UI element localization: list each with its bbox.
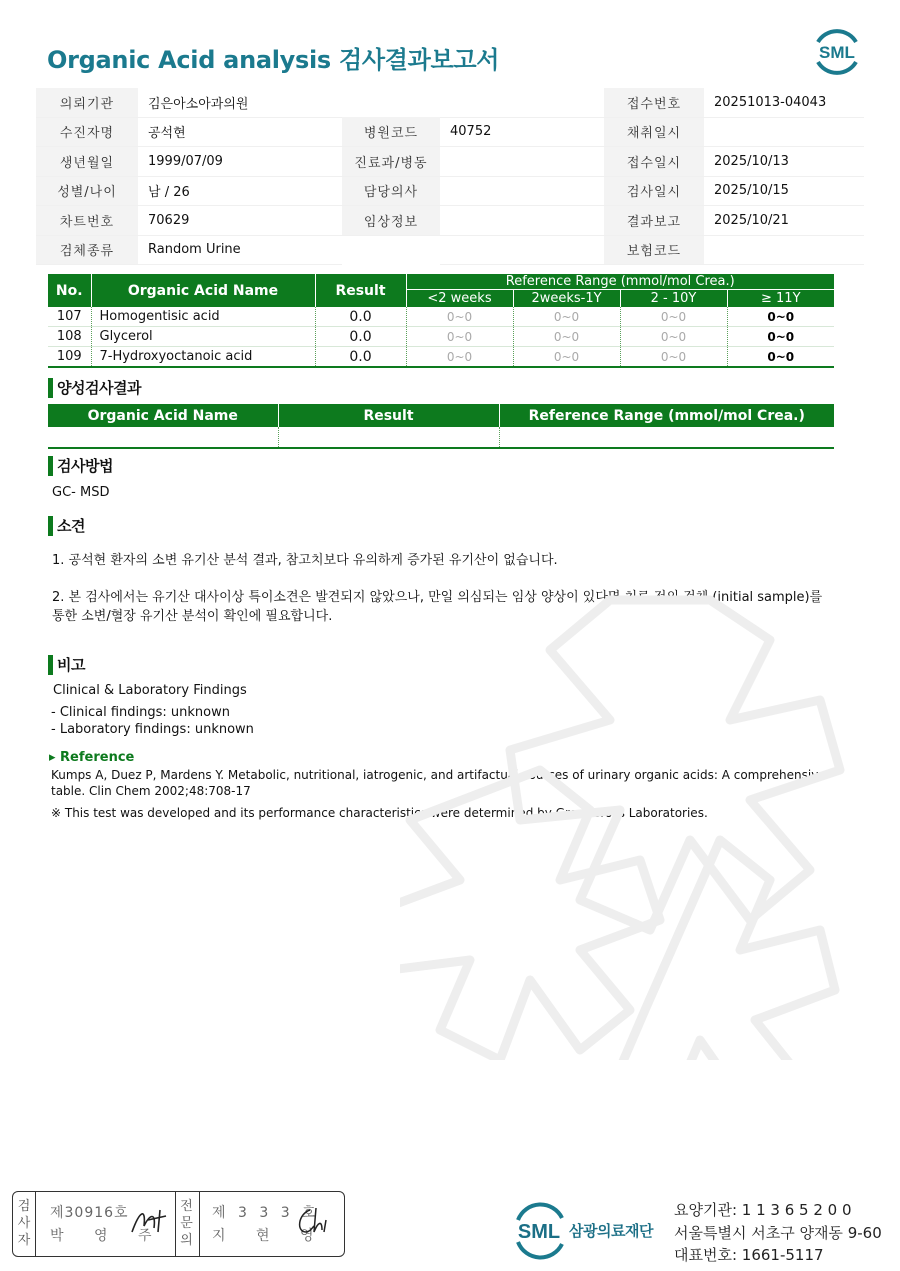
specialist-label: 전 문 의	[175, 1192, 197, 1256]
phone-number: 대표번호: 1661-5117	[674, 1246, 824, 1264]
remarks-clinical-findings: - Clinical findings: unknown	[51, 705, 230, 720]
info-value: 2025/10/15	[704, 176, 864, 206]
signature-stamp	[12, 1191, 345, 1257]
info-value	[440, 206, 604, 236]
info-row	[36, 235, 864, 265]
info-row	[36, 117, 864, 147]
patient-info-grid	[36, 88, 864, 265]
info-label: 담당의사	[342, 176, 440, 206]
info-value: 40752	[440, 117, 604, 147]
info-row	[36, 88, 864, 117]
sml-footer-logo-text: SML	[517, 1221, 561, 1243]
result-no: 107	[48, 307, 91, 327]
institution-code: 요양기관: 1 1 3 6 5 2 0 0	[674, 1201, 852, 1219]
info-value: Random Urine	[138, 235, 342, 265]
info-label	[342, 88, 440, 117]
reference-range: 0~0	[727, 307, 834, 327]
sml-logo	[812, 28, 862, 76]
info-label: 차트번호	[36, 206, 138, 236]
info-value: 2025/10/13	[704, 147, 864, 177]
specialist-cell	[199, 1192, 344, 1256]
info-label: 생년월일	[36, 147, 138, 177]
positive-results-table	[48, 404, 834, 449]
reference-range: 0~0	[620, 327, 727, 347]
reference-line-1: Kumps A, Duez P, Mardens Y. Metabolic, nutritional, iatrogenic, and artifactual sources of urinary organic acids: A comprehensive	[51, 768, 826, 782]
positive-section-heading: 양성검사결과	[48, 378, 141, 398]
info-value	[704, 235, 864, 265]
info-row	[36, 147, 864, 177]
reference-range: 0~0	[513, 327, 620, 347]
test-development-note: ※ This test was developed and its performance characteristics were determined by GreenCross Laboratories.	[51, 806, 708, 820]
info-value: 1999/07/09	[138, 147, 342, 177]
col-reference-header: Reference Range (mmol/mol Crea.)	[406, 274, 834, 290]
info-value	[704, 117, 864, 147]
info-value	[440, 147, 604, 177]
reference-range: 0~0	[513, 347, 620, 368]
info-label: 접수일시	[604, 147, 704, 177]
examiner-cell	[35, 1192, 176, 1256]
info-row	[36, 206, 864, 236]
remarks-title: Clinical & Laboratory Findings	[53, 683, 247, 698]
org-name: 삼광의료재단	[569, 1222, 653, 1240]
info-row	[36, 176, 864, 206]
report-title: Organic Acid analysis 검사결과보고서	[47, 46, 500, 74]
reference-range: 0~0	[513, 307, 620, 327]
result-row	[48, 307, 834, 327]
range-header-2-10y: 2 - 10Y	[620, 290, 727, 308]
info-label	[342, 235, 440, 265]
reference-range: 0~0	[620, 347, 727, 368]
info-label: 접수번호	[604, 88, 704, 117]
info-label: 병원코드	[342, 117, 440, 147]
specialist-license-no: 제 3 3 3 호	[212, 1205, 320, 1221]
positive-empty-row	[48, 427, 834, 448]
info-value: 20251013-04043	[704, 88, 864, 117]
opinion-paragraph-2-line-2: 통한 소변/혈장 유기산 분석이 확인에 필요합니다.	[52, 609, 333, 624]
reference-range: 0~0	[727, 327, 834, 347]
info-label: 채취일시	[604, 117, 704, 147]
reference-range: 0~0	[406, 307, 513, 327]
col-result-header: Result	[315, 274, 406, 307]
col-name-header: Organic Acid Name	[91, 274, 315, 307]
positive-col-reference: Reference Range (mmol/mol Crea.)	[499, 404, 834, 427]
examiner-license-no: 제30916호	[50, 1205, 129, 1221]
sml-logo-text: SML	[819, 43, 855, 62]
info-value: 남 / 26	[138, 176, 342, 206]
info-label: 수진자명	[36, 117, 138, 147]
reference-heading: ▸ Reference	[49, 750, 135, 765]
info-value: 2025/10/21	[704, 206, 864, 236]
positive-col-result: Result	[278, 404, 499, 427]
examiner-signature	[130, 1206, 170, 1242]
opinion-paragraph-2-line-1: 2. 본 검사에서는 유기산 대사이상 특이소견은 발견되지 않았으나, 만일 의심되는 임상 양상이 있다면 치료 전의 검체 (initial sample)를	[52, 590, 823, 605]
result-value: 0.0	[315, 327, 406, 347]
specialist-signature	[296, 1206, 336, 1244]
result-row	[48, 347, 834, 368]
info-label: 진료과/병동	[342, 147, 440, 177]
opinion-section-heading: 소견	[48, 516, 85, 536]
info-value: 공석현	[138, 117, 342, 147]
opinion-paragraph-1: 1. 공석현 환자의 소변 유기산 분석 결과, 참고치보다 유의하게 증가된 유기산이 없습니다.	[52, 553, 558, 568]
organic-acid-name: Glycerol	[91, 327, 315, 347]
info-value: 70629	[138, 206, 342, 236]
col-no-header: No.	[48, 274, 91, 307]
info-value	[440, 235, 604, 265]
cross-watermark	[400, 560, 880, 1060]
result-value: 0.0	[315, 347, 406, 368]
method-text: GC- MSD	[52, 485, 110, 500]
info-label: 의뢰기관	[36, 88, 138, 117]
info-label: 성별/나이	[36, 176, 138, 206]
info-label: 보험코드	[604, 235, 704, 265]
remarks-section-heading: 비고	[48, 655, 85, 675]
range-header-lt2w: <2 weeks	[406, 290, 513, 308]
examiner-label: 검 사 자	[17, 1199, 31, 1248]
org-address: 서울특별시 서초구 양재동 9-60	[674, 1224, 882, 1242]
info-value: 김은아소아과의원	[138, 88, 342, 117]
result-no: 109	[48, 347, 91, 368]
examiner-name: 박 영 주	[50, 1228, 165, 1244]
remarks-laboratory-findings: - Laboratory findings: unknown	[51, 722, 254, 737]
result-value: 0.0	[315, 307, 406, 327]
organic-acid-name: 7-Hydroxyoctanoic acid	[91, 347, 315, 368]
result-no: 108	[48, 327, 91, 347]
info-value	[440, 88, 604, 117]
info-value	[440, 176, 604, 206]
info-label: 결과보고	[604, 206, 704, 236]
reference-range: 0~0	[406, 347, 513, 368]
range-header-11y: ≥ 11Y	[727, 290, 834, 308]
specialist-name: 지 현 영	[212, 1228, 327, 1244]
positive-col-name: Organic Acid Name	[48, 404, 278, 427]
range-header-2w1y: 2weeks-1Y	[513, 290, 620, 308]
info-label: 검체종류	[36, 235, 138, 265]
method-section-heading: 검사방법	[48, 456, 113, 476]
reference-range: 0~0	[727, 347, 834, 368]
result-row	[48, 327, 834, 347]
info-label: 임상정보	[342, 206, 440, 236]
reference-range: 0~0	[406, 327, 513, 347]
results-table	[48, 274, 834, 368]
reference-line-2: table. Clin Chem 2002;48:708-17	[51, 784, 251, 798]
info-label: 검사일시	[604, 176, 704, 206]
organic-acid-name: Homogentisic acid	[91, 307, 315, 327]
reference-range: 0~0	[620, 307, 727, 327]
